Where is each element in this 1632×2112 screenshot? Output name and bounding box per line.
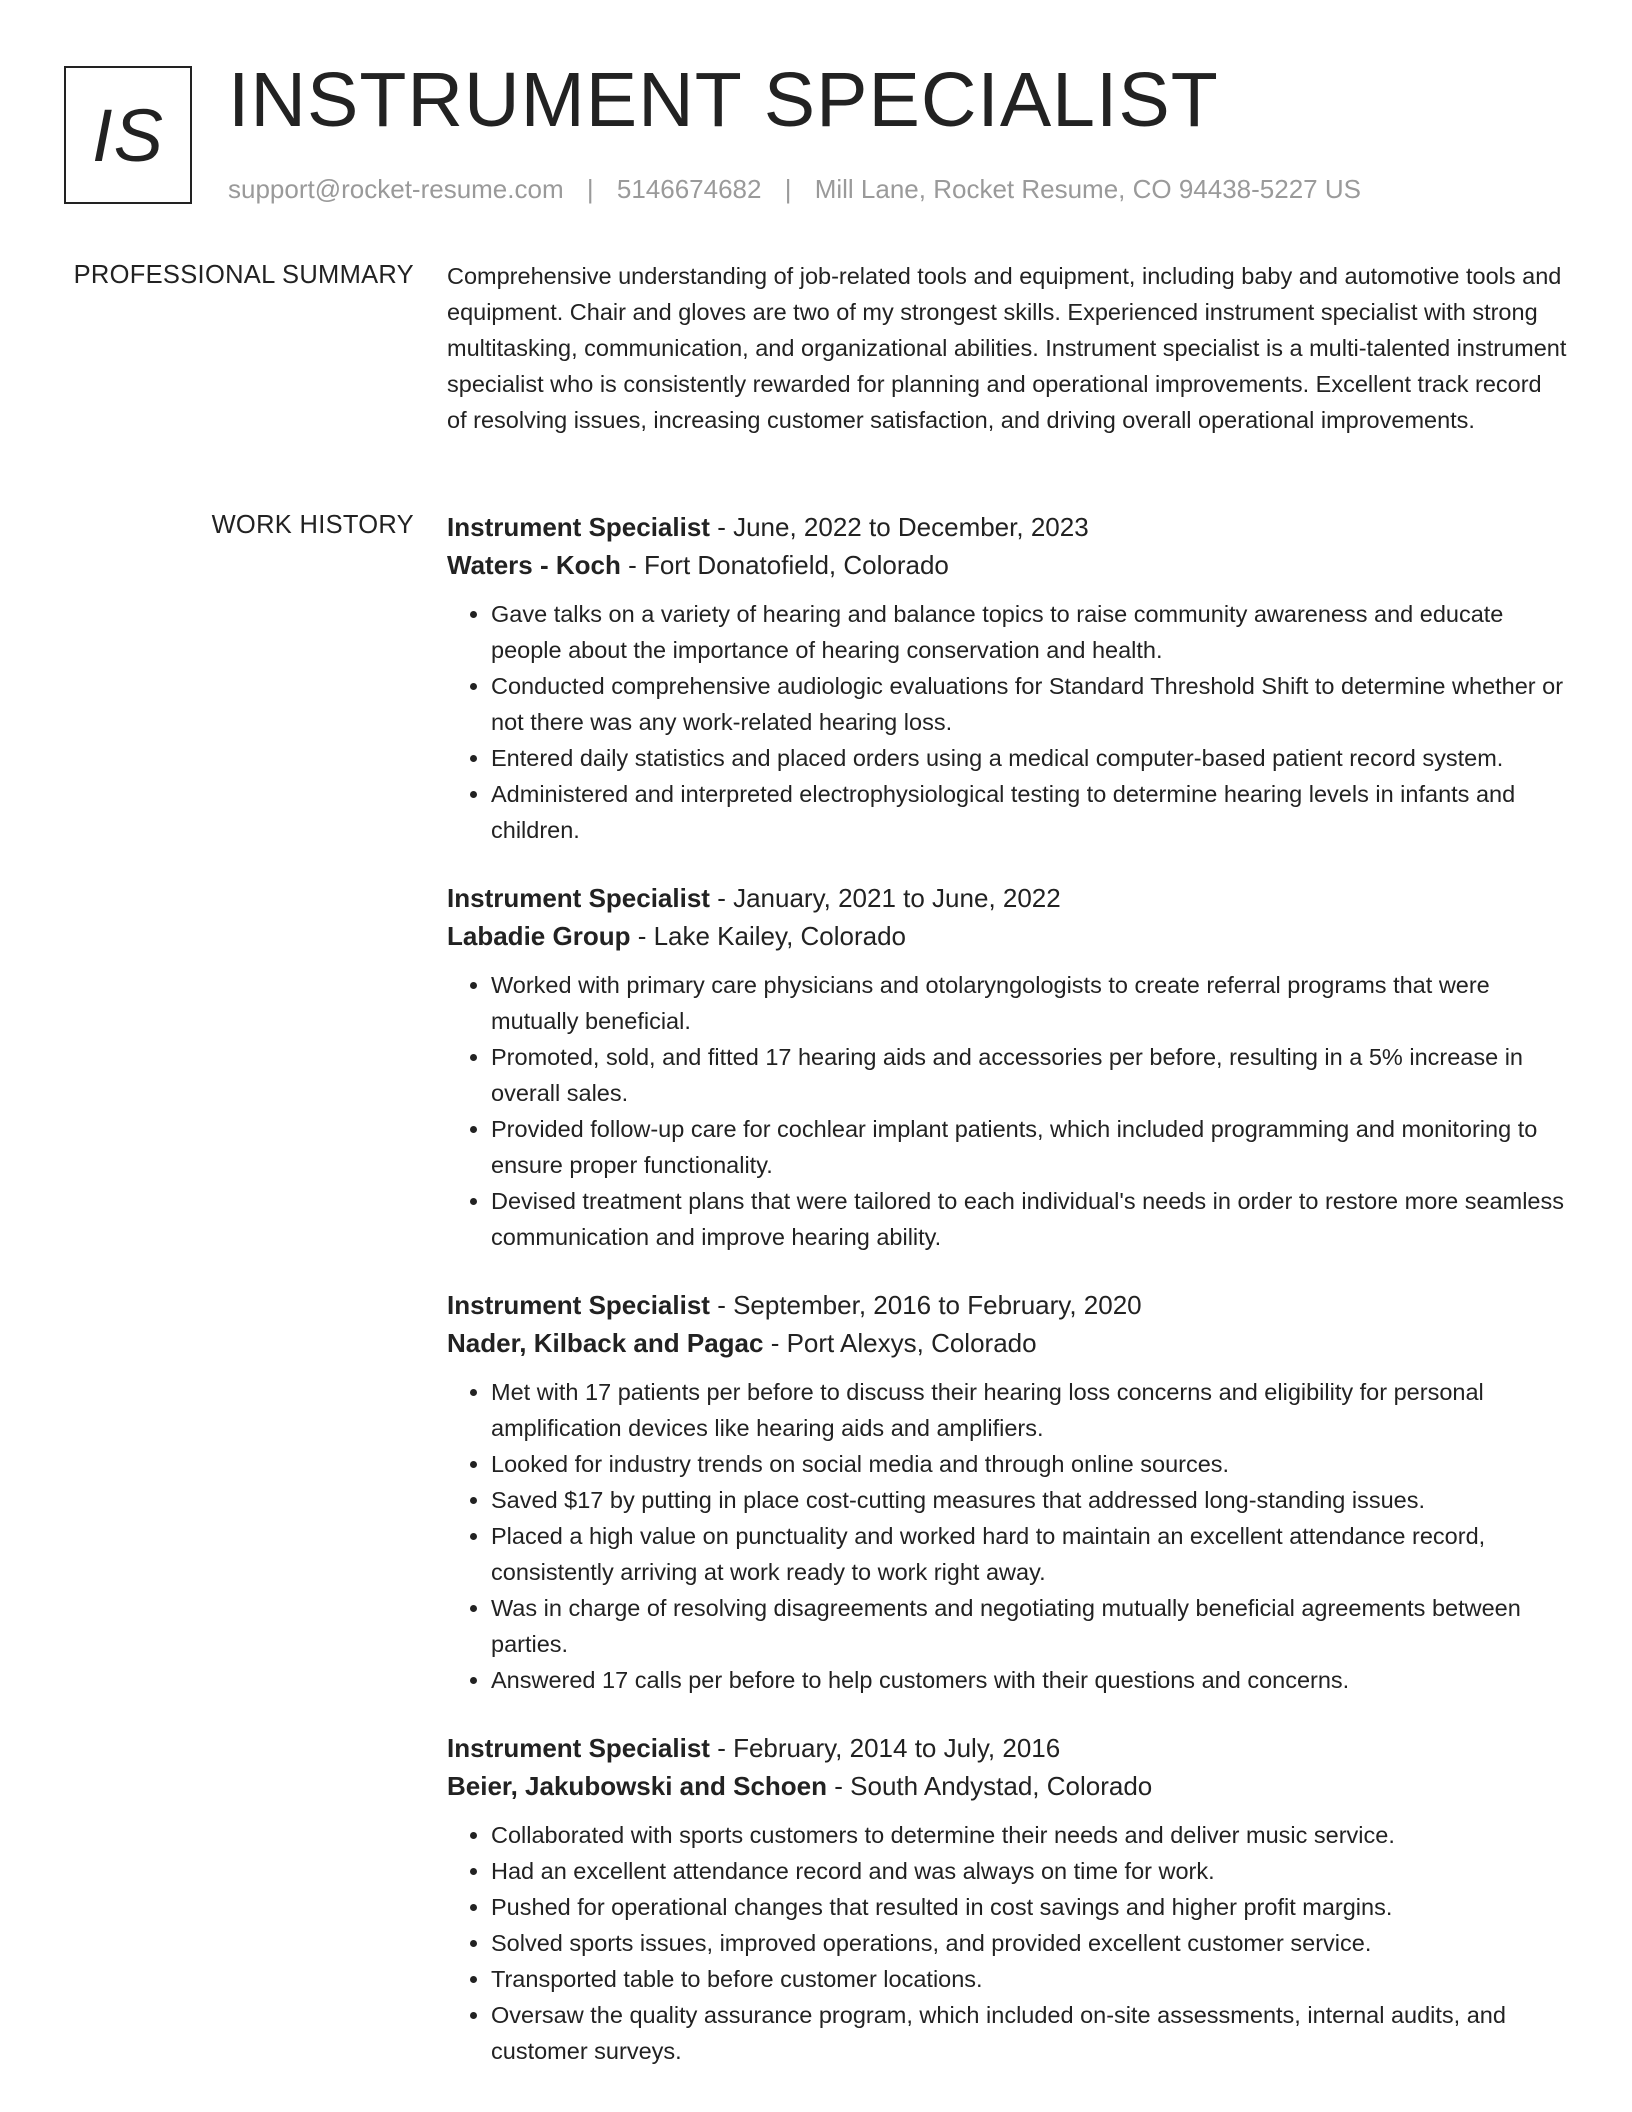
job-title-line [447, 1286, 1567, 1324]
contact-separator: | [586, 174, 594, 204]
job-role: Instrument Specialist [447, 1290, 710, 1320]
job-company-line [447, 917, 1567, 955]
job-bullet: • Gave talks on a variety of hearing and balance topics to raise community awareness and educate people about the importance of hearing conservation and health. [491, 596, 1567, 668]
job-dates: - June, 2022 to December, 2023 [709, 512, 1089, 542]
job-bullet: • Placed a high value on punctuality and worked hard to maintain an excellent attendance record, consistently arriving at work ready to work right away. [491, 1518, 1567, 1590]
job-company: Beier, Jakubowski and Schoen [447, 1771, 828, 1801]
job-entry [447, 1729, 1567, 2069]
summary-body [447, 258, 1567, 438]
job-company-line [447, 1324, 1567, 1362]
job-bullets [447, 967, 1567, 1255]
job-dates: - February, 2014 to July, 2016 [709, 1733, 1061, 1763]
job-dates: - January, 2021 to June, 2022 [709, 883, 1061, 913]
job-role: Instrument Specialist [447, 512, 710, 542]
job-location: - South Andystad, Colorado [827, 1771, 1153, 1801]
job-bullet: • Devised treatment plans that were tailored to each individual's needs in order to restore more seamless communication and improve hearing ability. [491, 1183, 1567, 1255]
job-company: Labadie Group [447, 921, 631, 951]
job-bullet: • Provided follow-up care for cochlear implant patients, which included programming and monitoring to ensure proper functionality. [491, 1111, 1567, 1183]
job-title-line [447, 1729, 1567, 1767]
job-entry [447, 508, 1567, 848]
job-title-line [447, 508, 1567, 546]
job-bullet: • Saved $17 by putting in place cost-cutting measures that addressed long-standing issues. [491, 1482, 1567, 1518]
job-company-line [447, 1767, 1567, 1805]
contact-separator: | [784, 174, 792, 204]
monogram-logo: IS [64, 66, 192, 204]
job-title-line [447, 879, 1567, 917]
job-company-line [447, 546, 1567, 584]
section-title-work-history: WORK HISTORY [211, 511, 414, 539]
resume-name-title: INSTRUMENT SPECIALIST [228, 57, 1219, 143]
job-bullet: • Looked for industry trends on social media and through online sources. [491, 1446, 1567, 1482]
job-bullet: • Transported table to before customer locations. [491, 1961, 1567, 1997]
job-location: - Lake Kailey, Colorado [630, 921, 907, 951]
job-role: Instrument Specialist [447, 1733, 710, 1763]
summary-text: Comprehensive understanding of job-related tools and equipment, including baby and automotive tools and equipment. Chair and gloves are two of my strongest skills. Experienced instrument specialist with strong multitasking, communication, and organizational abilities. Instrument specialist is a multi-talented instrument specialist who is consistently rewarded for planning and operational improvements. Excellent track record of resolving issues, increasing customer satisfaction, and driving overall operational improvements. [447, 263, 1567, 433]
job-entry [447, 879, 1567, 1255]
job-company: Waters - Koch [447, 550, 621, 580]
job-bullet: • Promoted, sold, and fitted 17 hearing aids and accessories per before, resulting in a 5% increase in overall sales. [491, 1039, 1567, 1111]
job-bullet: • Collaborated with sports customers to determine their needs and deliver music service. [491, 1817, 1567, 1853]
job-bullets [447, 596, 1567, 848]
job-dates: - September, 2016 to February, 2020 [709, 1290, 1142, 1320]
contact-phone[interactable]: 5146674682 [616, 174, 762, 204]
job-role: Instrument Specialist [447, 883, 710, 913]
job-bullet: • Conducted comprehensive audiologic evaluations for Standard Threshold Shift to determine whether or not there was any work-related hearing loss. [491, 668, 1567, 740]
job-entry [447, 1286, 1567, 1698]
contact-email[interactable]: support@rocket-resume.com [228, 174, 564, 204]
job-bullet: • Pushed for operational changes that resulted in cost savings and higher profit margins. [491, 1889, 1567, 1925]
job-bullets [447, 1817, 1567, 2069]
job-bullet: • Solved sports issues, improved operations, and provided excellent customer service. [491, 1925, 1567, 1961]
job-bullets [447, 1374, 1567, 1698]
job-bullet: • Was in charge of resolving disagreements and negotiating mutually beneficial agreements between parties. [491, 1590, 1567, 1662]
job-bullet: • Met with 17 patients per before to discuss their hearing loss concerns and eligibility for personal amplification devices like hearing aids and amplifiers. [491, 1374, 1567, 1446]
job-bullet: • Administered and interpreted electrophysiological testing to determine hearing levels in infants and children. [491, 776, 1567, 848]
section-title-summary: PROFESSIONAL SUMMARY [73, 261, 414, 289]
job-bullet: • Had an excellent attendance record and was always on time for work. [491, 1853, 1567, 1889]
job-location: - Port Alexys, Colorado [763, 1328, 1037, 1358]
job-bullet: • Entered daily statistics and placed orders using a medical computer-based patient record system. [491, 740, 1567, 776]
work-history-list [447, 508, 1567, 2100]
contact-address: Mill Lane, Rocket Resume, CO 94438-5227 US [814, 174, 1361, 204]
contact-line [228, 174, 1361, 205]
job-company: Nader, Kilback and Pagac [447, 1328, 764, 1358]
job-location: - Fort Donatofield, Colorado [620, 550, 949, 580]
job-bullet: • Oversaw the quality assurance program, which included on-site assessments, internal audits, and customer surveys. [491, 1997, 1567, 2069]
job-bullet: • Answered 17 calls per before to help customers with their questions and concerns. [491, 1662, 1567, 1698]
job-bullet: • Worked with primary care physicians and otolaryngologists to create referral programs that were mutually beneficial. [491, 967, 1567, 1039]
